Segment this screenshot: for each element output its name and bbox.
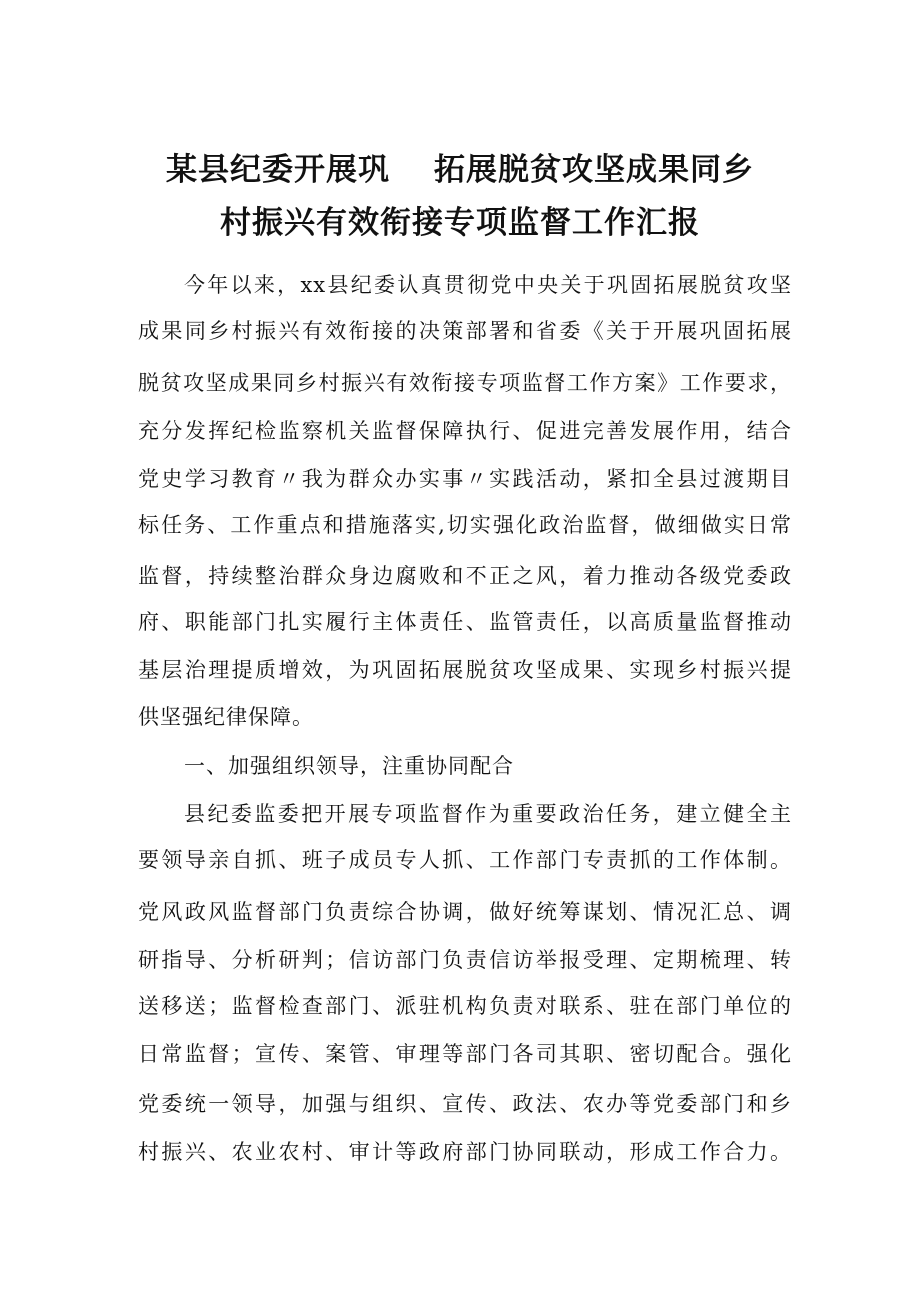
document-title-line-2: 村振兴有效衔接专项监督工作汇报: [220, 205, 700, 241]
paragraph-line: 标任务、工作重点和措施落实,切实强化政治监督，做细做实日常: [138, 513, 792, 537]
paragraph-line: 充分发挥纪检监察机关监督保障执行、促进完善发展作用，结合: [138, 419, 792, 443]
paragraph-line: 日常监督；宣传、案管、审理等部门各司其职、密切配合。强化: [138, 1042, 792, 1066]
paragraph-line: 基层治理提质增效，为巩固拓展脱贫攻坚成果、实现乡村振兴提: [138, 658, 792, 682]
title-part-1: 某县纪委开展巩: [166, 152, 390, 188]
paragraph-line: 送移送；监督检查部门、派驻机构负责对联系、驻在部门单位的: [138, 994, 792, 1018]
paragraph-line: 党委统一领导，加强与组织、宣传、政法、农办等党委部门和乡: [138, 1092, 792, 1116]
paragraph-line: 县纪委监委把开展专项监督作为重要政治任务，建立健全主: [184, 802, 792, 826]
paragraph-line: 研指导、分析研判；信访部门负责信访举报受理、定期梳理、转: [138, 948, 792, 972]
title-part-2: 拓展脱贫攻坚成果同乡: [434, 152, 754, 188]
paragraph-line: 供坚强纪律保障。: [138, 705, 314, 729]
section-heading: 一、加强组织领导，注重协同配合: [184, 754, 514, 778]
document-title-line-1: [0, 145, 920, 195]
paragraph-line: 成果同乡村振兴有效衔接的决策部署和省委《关于开展巩固拓展: [138, 319, 792, 343]
paragraph-line: 府、职能部门扎实履行主体责任、监管责任，以高质量监督推动: [138, 610, 792, 634]
paragraph-line: 要领导亲自抓、班子成员专人抓、工作部门专责抓的工作体制。: [138, 848, 792, 872]
paragraph-line: 党风政风监督部门负责综合协调，做好统筹谋划、情况汇总、调: [138, 900, 792, 924]
paragraph-line: 脱贫攻坚成果同乡村振兴有效衔接专项监督工作方案》工作要求，: [138, 371, 792, 395]
paragraph-line: 今年以来，xx县纪委认真贯彻党中央关于巩固拓展脱贫攻坚: [184, 273, 792, 297]
paragraph-line: 村振兴、农业农村、审计等政府部门协同联动，形成工作合力。: [138, 1140, 792, 1164]
paragraph-line: 监督，持续整治群众身边腐败和不正之风，着力推动各级党委政: [138, 564, 792, 588]
paragraph-line: 党史学习教育〃我为群众办实事〃实践活动，紧扣全县过渡期目: [138, 467, 792, 491]
